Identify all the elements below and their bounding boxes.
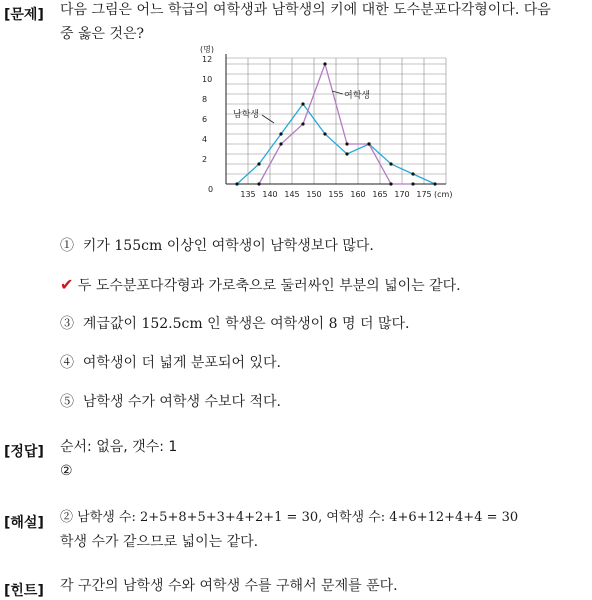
x-tick-label: 165 — [372, 190, 388, 199]
hint-line1: 각 구간의 남학생 수와 여학생 수를 구해서 문제를 푼다. — [60, 578, 398, 594]
option-5[interactable] — [60, 392, 281, 412]
y-tick-label: 0 — [208, 185, 214, 194]
data-point-boys — [279, 132, 282, 135]
x-unit-label: (cm) — [434, 190, 453, 199]
series-label-girls: 여학생 — [344, 91, 371, 101]
option-4-number: ④ — [60, 355, 74, 371]
data-point-girls — [257, 182, 260, 185]
option-5-number: ⑤ — [60, 394, 74, 410]
x-tick-labels — [240, 190, 431, 199]
x-tick-label: 145 — [284, 190, 300, 199]
y-tick-label: 4 — [202, 135, 208, 144]
data-point-girls — [345, 142, 348, 145]
explanation-line1: ② 남학생 수: 2+5+8+5+3+4+2+1 = 30, 여학생 수: 4+6+12+4+4 = 30 — [60, 510, 519, 525]
data-point-girls — [279, 142, 282, 145]
check-mark-icon: ✔ — [60, 275, 74, 294]
x-tick-label: 135 — [240, 190, 256, 199]
option-1-text: 키가 155cm 이상인 여학생이 남학생보다 많다. — [82, 238, 374, 254]
y-tick-label: 12 — [202, 55, 213, 64]
y-tick-labels — [202, 55, 213, 194]
data-point-boys — [389, 162, 392, 165]
option-2-text: 두 도수분포다각형과 가로축으로 둘러싸인 부분의 넓이는 같다. — [77, 278, 461, 294]
problem-text-line2: 중 옳은 것은? — [60, 26, 145, 42]
option-1[interactable] — [60, 236, 374, 256]
series-label-boys: 남학생 — [233, 110, 260, 120]
y-tick-label: 6 — [202, 115, 208, 124]
option-3-number: ③ — [60, 316, 74, 332]
data-point-boys — [411, 172, 414, 175]
explanation-line2: 학생 수가 같으므로 넓이는 같다. — [60, 534, 259, 550]
x-tick-label: 140 — [262, 190, 278, 199]
x-tick-label: 150 — [306, 190, 322, 199]
option-3[interactable] — [60, 314, 409, 334]
data-point-boys — [235, 182, 238, 185]
y-tick-label: 10 — [202, 75, 213, 84]
y-unit-label: (명) — [200, 45, 214, 54]
data-point-girls — [411, 182, 414, 185]
x-tick-label: 170 — [394, 190, 410, 199]
data-point-girls — [367, 142, 370, 145]
option-5-text: 남학생 수가 여학생 수보다 적다. — [82, 394, 281, 410]
hint-tag: [힌트] — [4, 583, 44, 599]
x-tick-label: 155 — [328, 190, 344, 199]
frequency-polygon-chart — [196, 44, 466, 204]
data-point-boys — [257, 162, 260, 165]
data-point-boys — [323, 132, 326, 135]
data-point-girls — [389, 182, 392, 185]
x-tick-label: 160 — [350, 190, 366, 199]
option-4-text: 여학생이 더 넓게 분포되어 있다. — [82, 355, 281, 371]
y-tick-label: 2 — [202, 155, 208, 164]
data-point-girls — [301, 122, 304, 125]
answer-tag: [정답] — [4, 444, 44, 460]
x-tick-label: 175 — [416, 190, 432, 199]
option-4[interactable] — [60, 353, 281, 373]
data-point-girls — [323, 62, 326, 65]
answer-line1: 순서: 없음, 갯수: 1 — [60, 439, 178, 455]
data-point-boys — [433, 182, 436, 185]
option-2[interactable] — [60, 275, 461, 296]
explanation-tag: [해설] — [4, 515, 44, 531]
option-3-text: 계급값이 152.5cm 인 학생은 여학생이 8 명 더 많다. — [82, 316, 410, 332]
answer-line2: ② — [60, 463, 73, 479]
data-point-boys — [301, 102, 304, 105]
option-1-number: ① — [60, 238, 74, 254]
y-tick-label: 8 — [202, 95, 208, 104]
data-point-boys — [345, 152, 348, 155]
problem-tag: [문제] — [4, 7, 44, 23]
boys-label-leader — [262, 115, 274, 123]
problem-text-line1: 다음 그림은 어느 학급의 여학생과 남학생의 키에 대한 도수분포다각형이다. 다음 — [60, 2, 551, 18]
